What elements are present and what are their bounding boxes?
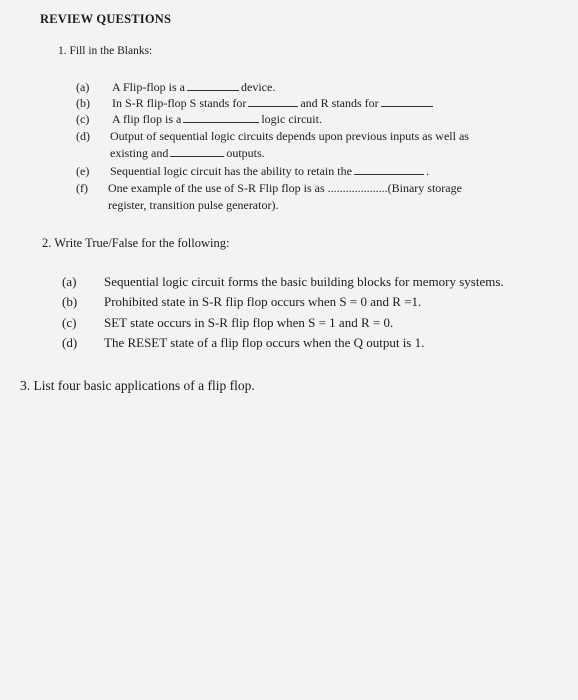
- q2-item-b-text: Prohibited state in S-R flip flop occurs when S = 0 and R =1.: [104, 294, 422, 309]
- q1-item-b-mid: and R stands for: [300, 96, 379, 110]
- fill-blank[interactable]: [354, 164, 424, 175]
- q1-item-c-mid: logic circuit.: [261, 112, 322, 126]
- fill-blank[interactable]: [248, 96, 298, 107]
- fill-blank[interactable]: [170, 146, 224, 157]
- q1-item-c-label: (c): [76, 112, 90, 126]
- page-heading: REVIEW QUESTIONS: [40, 12, 172, 26]
- q1-item-b-label: (b): [76, 96, 90, 110]
- q1-item-d-line1: Output of sequential logic circuits depends upon previous inputs as well as: [110, 129, 469, 143]
- q1-item-c-text: [112, 112, 322, 127]
- q2-item-c-text: SET state occurs in S-R flip flop when S = 1 and R = 0.: [104, 315, 394, 330]
- q1-item-e-text: [110, 164, 429, 179]
- q2-item-d-label: (d): [62, 335, 78, 350]
- q1-item-f-line1: One example of the use of S-R Flip flop is as ....................(Binary storage: [108, 181, 462, 195]
- q1-item-a-text: [112, 80, 275, 95]
- q1-item-e-mid: .: [425, 164, 429, 178]
- q1-item-a-pre: A Flip-flop is a: [112, 80, 186, 94]
- q1-item-f-label: (f): [76, 181, 88, 195]
- fill-blank[interactable]: [183, 112, 259, 123]
- q1-item-a-label: (a): [76, 80, 90, 94]
- q1-item-e-pre: Sequential logic circuit has the ability to retain the: [110, 164, 352, 178]
- q1-item-b-pre: In S-R flip-flop S stands for: [112, 96, 247, 110]
- question-1-title: 1. Fill in the Blanks:: [58, 45, 153, 57]
- question-2-title: 2. Write True/False for the following:: [42, 236, 230, 250]
- q1-item-f-line2: register, transition pulse generator).: [108, 198, 279, 212]
- q2-item-b-label: (b): [62, 294, 78, 309]
- q2-item-d-text: The RESET state of a flip flop occurs when the Q output is 1.: [104, 335, 425, 350]
- q1-item-c-pre: A flip flop is a: [112, 112, 182, 126]
- q1-item-d-label: (d): [76, 129, 90, 143]
- q1-item-d-line2: [110, 146, 265, 161]
- question-3-title: 3. List four basic applications of a flip flop.: [20, 378, 255, 393]
- q1-item-d-pre: existing and: [110, 146, 169, 160]
- q1-item-a-mid: device.: [241, 80, 276, 94]
- fill-blank[interactable]: [381, 96, 433, 107]
- fill-blank[interactable]: [187, 80, 239, 91]
- q1-item-e-label: (e): [76, 164, 90, 178]
- q2-item-a-label: (a): [62, 274, 77, 289]
- q1-item-d-mid: outputs.: [226, 146, 265, 160]
- q2-item-a-text: Sequential logic circuit forms the basic building blocks for memory systems.: [104, 274, 504, 289]
- q2-item-c-label: (c): [62, 315, 77, 330]
- q1-item-b-text: [112, 96, 435, 111]
